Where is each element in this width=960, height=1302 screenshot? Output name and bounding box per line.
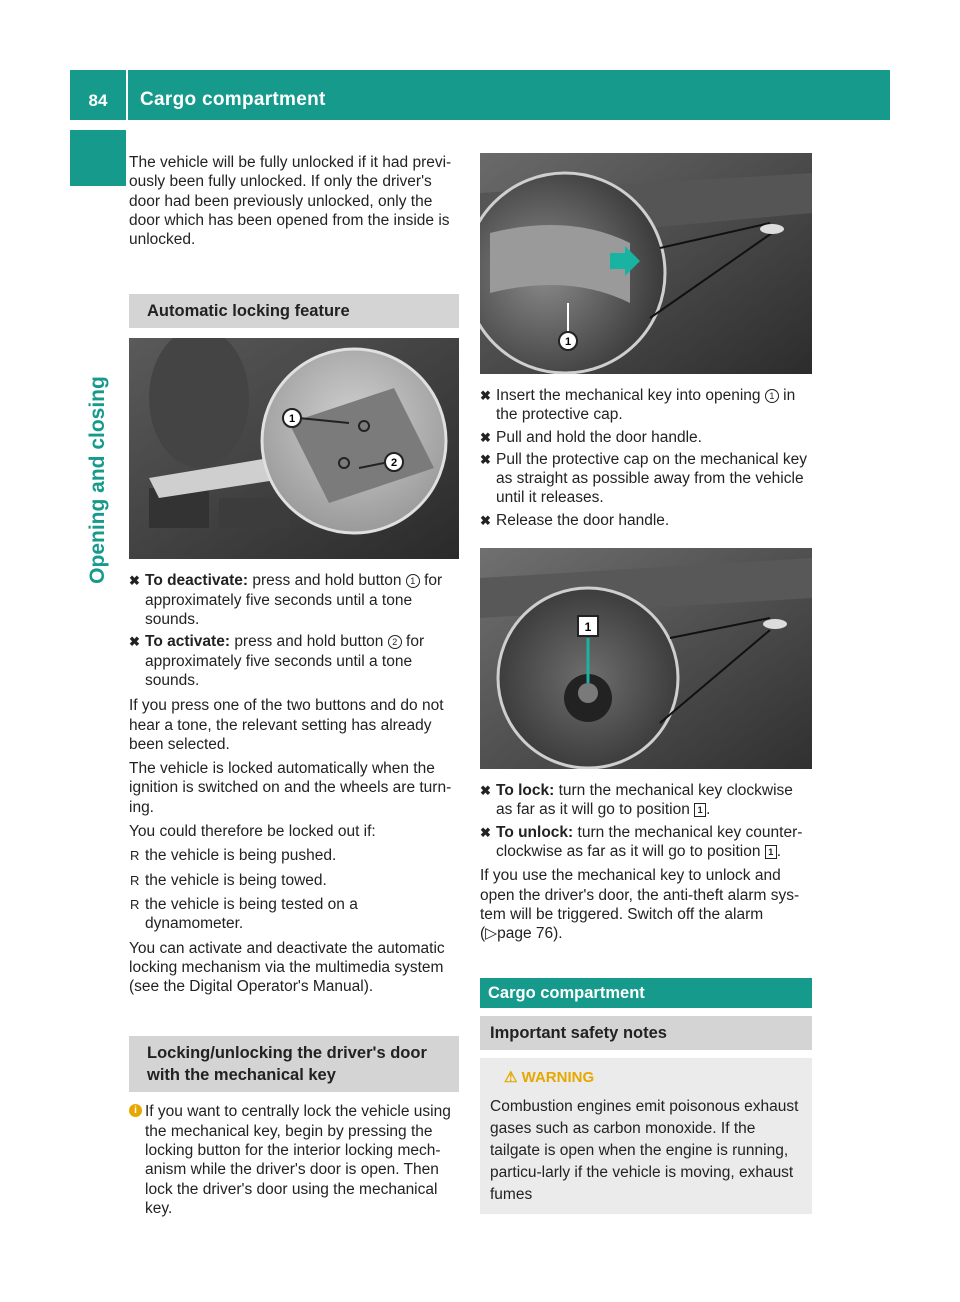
mech-key-heading: Locking/unlocking the driver's door with the mechanical key	[129, 1036, 459, 1092]
arrow-right-icon: ✖	[480, 451, 491, 467]
deactivate-rest: for approximately five seconds until a tone sounds.	[145, 572, 443, 629]
bullet-icon: R	[130, 896, 140, 912]
svg-text:1: 1	[288, 413, 296, 426]
page-ref-icon: ▷	[485, 925, 498, 943]
position-1-ref: 1	[694, 803, 706, 817]
auto-lock-image	[129, 338, 459, 559]
deactivate-text: press and hold button	[252, 572, 402, 590]
paragraph-locked-automatically: The vehicle is locked automatically when the ignition is switched on and the wheels are turn-ing.	[129, 760, 452, 816]
paragraph-locked-out: You could therefore be locked out if:	[129, 823, 376, 841]
pull-handle-step: ✖ Pull and hold the door handle.	[480, 428, 702, 446]
auto-lock-heading: Automatic locking feature	[129, 294, 459, 328]
warning-text: Combustion engines emit poisonous exhaust gases such as carbon monoxide. If the tailgate is open when the engine is running, particu-larly if the vehicle is moving, exhaust fumes	[490, 1097, 799, 1203]
list-item: R the vehicle is being tested on a dynamometer.	[130, 895, 358, 933]
bullet-icon: R	[130, 872, 140, 888]
deactivate-label: To deactivate:	[145, 572, 249, 590]
info-text: If you want to centrally lock the vehicle using the mechanical key, begin by pressing the locking button for the interior locking mech-anism while the driver's door is open. Then lock the driver's door using the mechanical key.	[145, 1103, 451, 1217]
unlock-label: To unlock:	[496, 823, 574, 841]
bullet-icon: R	[130, 848, 140, 864]
intro-paragraph: The vehicle will be fully unlocked if it had previ-ously been fully unlocked. If only the driver's door had been previously unlocked, only the door which has been opened from the inside is unlocked.	[129, 154, 452, 249]
info-icon: i	[129, 1104, 142, 1117]
svg-text:1: 1	[584, 620, 592, 635]
button-1-ref: 1	[406, 574, 420, 588]
page-title: Cargo compartment	[140, 89, 326, 110]
warning-box	[480, 1058, 812, 1213]
header-divider	[126, 70, 128, 120]
left-column	[129, 153, 459, 1218]
activate-text: press and hold button	[234, 633, 384, 651]
arrow-right-icon: ✖	[480, 429, 491, 445]
deactivate-step	[129, 571, 459, 629]
warning-header	[490, 1068, 802, 1087]
arrow-right-icon: ✖	[129, 634, 140, 650]
list-item: R the vehicle is being pushed.	[130, 847, 337, 865]
activate-label: To activate:	[145, 633, 230, 651]
unlock-step: ✖ To unlock: turn the mechanical key counter-clockwise as far as it will go to position 1 .	[480, 823, 803, 860]
arrow-right-icon: ✖	[480, 388, 491, 403]
button-2-ref: 2	[388, 635, 402, 649]
door-handle-image	[480, 153, 812, 374]
svg-text:1: 1	[564, 336, 572, 348]
paragraph-multimedia: You can activate and deactivate the automatic locking mechanism via the multimedia system (see the Digital Operator's Manual).	[129, 939, 445, 996]
unlock-text: turn the mechanical key counter-clockwise as far as it will go to position	[496, 823, 803, 860]
chapter-label: Opening and closing	[86, 376, 109, 584]
opening-1-ref: 1	[765, 389, 779, 403]
list-item: R the vehicle is being towed.	[130, 871, 327, 889]
pull-cap-step: ✖ Pull the protective cap on the mechanical key as straight as possible away from the vehicle until it releases.	[480, 450, 808, 507]
warning-triangle-icon: ⚠	[504, 1069, 518, 1087]
chapter-marker	[70, 130, 126, 186]
release-handle-step: ✖ Release the door handle.	[480, 511, 670, 529]
info-note	[129, 1102, 459, 1218]
activate-rest: for approximately five seconds until a tone sounds.	[145, 633, 425, 689]
lock-text: turn the mechanical key clockwise as far as it will go to position	[496, 782, 793, 819]
paragraph-already-selected: If you press one of the two buttons and do not hear a tone, the relevant setting has already been selected.	[129, 697, 444, 753]
safety-heading: Important safety notes	[480, 1016, 812, 1050]
page-reference-link[interactable]: page 76).	[497, 925, 563, 943]
lock-step: ✖ To lock: turn the mechanical key clockwise as far as it will go to position 1 .	[480, 782, 793, 819]
activate-step	[129, 632, 459, 690]
right-column	[480, 153, 812, 1214]
position-1-ref: 1	[765, 845, 777, 859]
lock-label: To lock:	[496, 782, 555, 800]
arrow-right-icon: ✖	[480, 512, 491, 528]
arrow-right-icon: ✖	[480, 783, 491, 799]
insert-key-step: ✖ Insert the mechanical key into opening 1 in the protective cap.	[480, 387, 796, 424]
warning-label: WARNING	[521, 1069, 595, 1087]
arrow-right-icon: ✖	[129, 573, 140, 589]
arrow-right-icon: ✖	[480, 824, 491, 840]
svg-text:2: 2	[390, 457, 398, 470]
key-lock-image	[480, 548, 812, 769]
page-number: 84	[88, 91, 108, 110]
alarm-paragraph: If you use the mechanical key to unlock and open the driver's door, the anti-theft alarm sys-tem will be triggered. Switch off the alarm (▷page 76).	[480, 867, 800, 943]
cargo-heading: Cargo compartment	[480, 978, 812, 1008]
